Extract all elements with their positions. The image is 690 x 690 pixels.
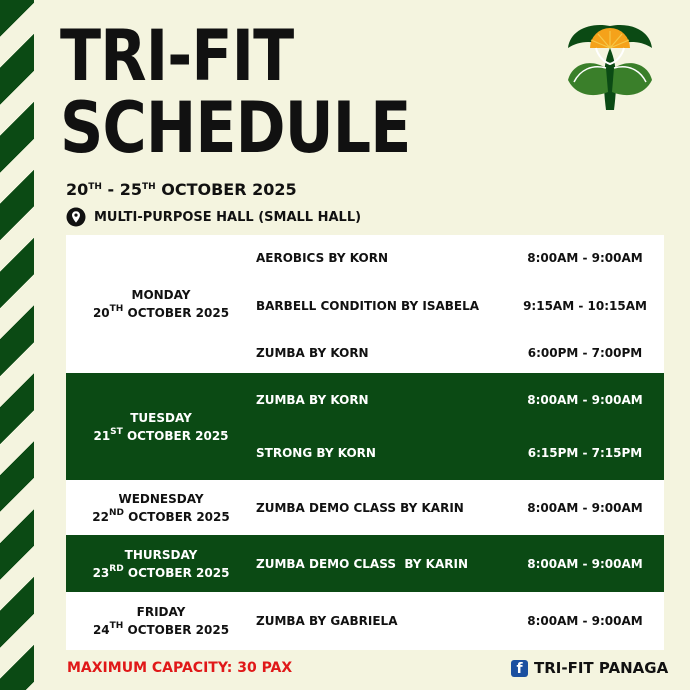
social-handle bbox=[511, 659, 668, 677]
class-time: 6:00PM - 7:00PM bbox=[506, 332, 664, 373]
class-name: ZUMBA BY GABRIELA bbox=[256, 592, 506, 650]
location-pin-icon bbox=[66, 207, 86, 227]
facebook-icon: f bbox=[511, 660, 528, 677]
class-name: AEROBICS BY KORN bbox=[256, 235, 506, 280]
venue bbox=[66, 207, 361, 227]
class-name: ZUMBA BY KORN bbox=[256, 373, 506, 426]
page-title: TRI-FIT SCHEDULE bbox=[60, 15, 411, 169]
class-time: 8:00AM - 9:00AM bbox=[506, 235, 664, 280]
class-time: 6:15PM - 7:15PM bbox=[506, 426, 664, 480]
class-time: 9:15AM - 10:15AM bbox=[506, 280, 664, 332]
class-time: 8:00AM - 9:00AM bbox=[506, 480, 664, 535]
schedule-table bbox=[66, 235, 664, 650]
schedule-row bbox=[66, 480, 664, 535]
schedule-row bbox=[66, 535, 664, 592]
class-name: STRONG BY KORN bbox=[256, 426, 506, 480]
class-time: 8:00AM - 9:00AM bbox=[506, 592, 664, 650]
day-name: FRIDAY bbox=[136, 605, 186, 619]
class-time: 8:00AM - 9:00AM bbox=[506, 535, 664, 592]
day-name: TUESDAY bbox=[130, 410, 192, 425]
day-name: MONDAY bbox=[131, 288, 191, 302]
day-cell bbox=[66, 373, 256, 480]
social-name: TRI-FIT PANAGA bbox=[534, 659, 669, 677]
day-date: 24TH OCTOBER 2025 bbox=[92, 621, 230, 637]
class-name: ZUMBA BY KORN bbox=[256, 332, 506, 373]
day-date: 20TH OCTOBER 2025 bbox=[92, 304, 230, 320]
schedule-row bbox=[66, 373, 664, 426]
day-date: 21ST OCTOBER 2025 bbox=[93, 426, 229, 443]
day-cell bbox=[66, 480, 256, 535]
tri-fit-leaf-logo bbox=[560, 18, 660, 118]
day-cell bbox=[66, 235, 256, 373]
schedule-row bbox=[66, 235, 664, 280]
venue-text: MULTI-PURPOSE HALL (SMALL HALL) bbox=[94, 209, 362, 225]
date-range: 20TH - 25TH OCTOBER 2025 bbox=[66, 180, 297, 199]
class-name: BARBELL CONDITION BY ISABELA bbox=[256, 280, 506, 332]
day-name: WEDNESDAY bbox=[118, 491, 204, 506]
day-date: 22ND OCTOBER 2025 bbox=[92, 507, 230, 524]
capacity-note: MAXIMUM CAPACITY: 30 PAX bbox=[67, 660, 293, 676]
day-cell bbox=[66, 535, 256, 592]
schedule-row bbox=[66, 592, 664, 650]
class-time: 8:00AM - 9:00AM bbox=[506, 373, 664, 426]
day-date: 23RD OCTOBER 2025 bbox=[92, 563, 230, 580]
decorative-stripes bbox=[0, 0, 34, 690]
day-name: THURSDAY bbox=[124, 547, 198, 562]
class-name: ZUMBA DEMO CLASS BY KARIN bbox=[256, 480, 506, 535]
day-cell bbox=[66, 592, 256, 650]
class-name: ZUMBA DEMO CLASS BY KARIN bbox=[256, 535, 506, 592]
